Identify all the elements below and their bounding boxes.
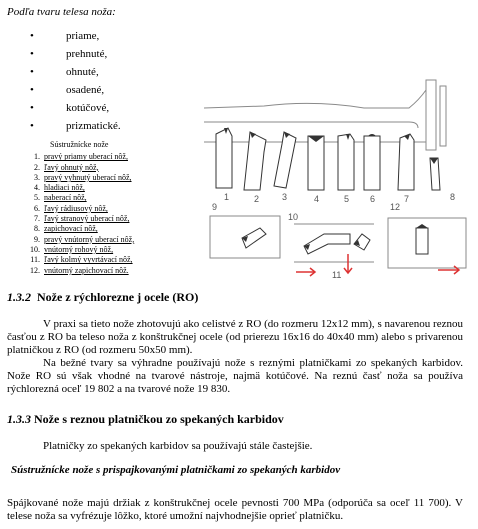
- section-title: Nože z rýchlorezne j ocele (RO): [37, 290, 199, 304]
- legend-row: [24, 224, 204, 234]
- workpiece-outline: [204, 80, 426, 108]
- tool-number: 5: [344, 194, 350, 204]
- list-item: • prehnuté,: [30, 45, 121, 63]
- tool-12-shape: [416, 224, 428, 254]
- legend-row: [24, 163, 204, 173]
- paragraph: [7, 357, 463, 396]
- legend-text: ľavý rádiusový nôž,: [44, 203, 108, 213]
- paragraph-text: Na bežné tvary sa výhradne používajú nože s reznými platničkami zo spekaných karbidov. Nože RO sú však vhodné na tvarové nástroje, najmä kotúčové. Na reznú časť noža sa používa rýchlorezná oceľ 19 802 a na tvarové nože 19 830.: [7, 357, 463, 395]
- legend-row: [24, 204, 204, 214]
- legend-text: hladiaci nôž,: [44, 183, 85, 193]
- legend-text: pravý vyhnutý uberací nôž,: [44, 172, 132, 182]
- legend-row: [24, 266, 204, 276]
- legend-number: 9.: [34, 234, 40, 244]
- legend-number: 6.: [34, 203, 40, 213]
- tool-number: 3: [282, 192, 288, 202]
- legend-number: 7.: [34, 214, 40, 224]
- tool-number: 12: [390, 202, 401, 212]
- tool-legend: [24, 140, 204, 276]
- section-number: 1.3.2: [7, 290, 31, 304]
- workpiece-outline: [204, 122, 418, 128]
- list-item: • kotúčové,: [30, 99, 121, 117]
- paragraph: [7, 318, 463, 357]
- legend-number: 1.: [34, 152, 40, 162]
- tool-8-shape: [430, 158, 440, 190]
- legend-number: 2.: [34, 162, 40, 172]
- legend-text: ľavý ohnutý nôž,: [44, 162, 99, 172]
- legend-text: pravý priamy uberací nôž,: [44, 152, 128, 162]
- paragraph: Platničky zo spekaných karbidov sa používajú stále častejšie.: [43, 440, 313, 452]
- list-item: • prizmatické.: [30, 117, 121, 135]
- legend-row: [24, 255, 204, 265]
- section-heading: [7, 412, 284, 427]
- legend-number: 3.: [34, 172, 40, 182]
- chuck-outline: [440, 86, 446, 146]
- legend-row: [24, 183, 204, 193]
- legend-text: naberací nôž,: [44, 193, 87, 203]
- paragraph: Spájkované nože majú držiak z konštrukčnej ocele pevnosti 700 MPa (odporúča sa oceľ 11 700). V telese noža sa vyfrézuje lôžko, ktoré umožní najvhodnejšie oprieť platničku.: [7, 497, 463, 522]
- legend-text: pravý vnútorný uberací nôž,: [44, 234, 135, 244]
- shape-list: [30, 27, 121, 135]
- tool-5-shape: [338, 134, 354, 190]
- section-heading: [7, 290, 198, 305]
- legend-text: vnútorný rohový nôž,: [44, 244, 114, 254]
- legend-number: 4.: [34, 183, 40, 193]
- legend-text: vnútorný zapichovací nôž.: [44, 265, 129, 275]
- section-title: Nože s reznou platničkou zo spekaných karbidov: [34, 412, 284, 426]
- legend-number: 12.: [30, 265, 40, 275]
- legend-title: Sústružnícke nože: [50, 140, 109, 149]
- tool-number: 1: [224, 192, 230, 202]
- legend-number: 8.: [34, 224, 40, 234]
- tool-number: 11: [332, 270, 342, 280]
- chuck-outline: [426, 80, 436, 150]
- subheading: Sústružnícke nože s prispajkovanými platničkami zo spekaných karbidov: [11, 464, 341, 476]
- paragraph-text: V praxi sa tieto nože zhotovujú ako celistvé z RO (do rozmeru 12x12 mm), s navarenou reznou časťou z RO ba teleso noža z konštrukčnej ocele (od prierezu 16x16 do 40x40 mm) alebo s privarenou platničkou z RO (od rozmeru 50x50 mm).: [7, 318, 463, 356]
- tool-9-shape: [242, 228, 266, 248]
- legend-row: [24, 173, 204, 183]
- tool-number: 4: [314, 194, 320, 204]
- tool-number: 7: [404, 194, 410, 204]
- legend-row: [24, 235, 204, 245]
- tool-7-shape: [398, 134, 414, 190]
- tool-2-shape: [244, 132, 266, 190]
- tool-6-shape: [364, 134, 380, 190]
- lathe-tools-figure: [204, 78, 476, 283]
- section-body: [7, 318, 463, 396]
- intro-text: Podľa tvaru telesa noža:: [7, 6, 116, 18]
- tool-1-shape: [216, 128, 232, 188]
- legend-text: zapichovací nôž,: [44, 224, 98, 234]
- legend-row: [24, 193, 204, 203]
- legend-row: [24, 245, 204, 255]
- tool-number: 2: [254, 194, 260, 204]
- list-item: • ohnuté,: [30, 63, 121, 81]
- legend-row: [24, 152, 204, 162]
- list-item: • priame,: [30, 27, 121, 45]
- tool-number: 8: [450, 192, 456, 202]
- tool-number: 9: [212, 202, 218, 212]
- legend-text: ľavý stranový uberací nôž,: [44, 214, 130, 224]
- tool-number: 10: [288, 212, 299, 222]
- tool-11-shape: [354, 234, 370, 250]
- legend-text: ľavý kolmý vyvrtávací nôž,: [44, 255, 133, 265]
- section-number: 1.3.3: [7, 412, 31, 426]
- legend-row: [24, 214, 204, 224]
- legend-number: 11.: [30, 255, 40, 265]
- legend-number: 5.: [34, 193, 40, 203]
- tool-3-shape: [274, 132, 296, 188]
- tool-number: 6: [370, 194, 376, 204]
- tool-4-shape: [308, 136, 324, 190]
- list-item: • osadené,: [30, 81, 121, 99]
- legend-number: 10.: [30, 244, 40, 254]
- tool-10-shape: [304, 234, 350, 254]
